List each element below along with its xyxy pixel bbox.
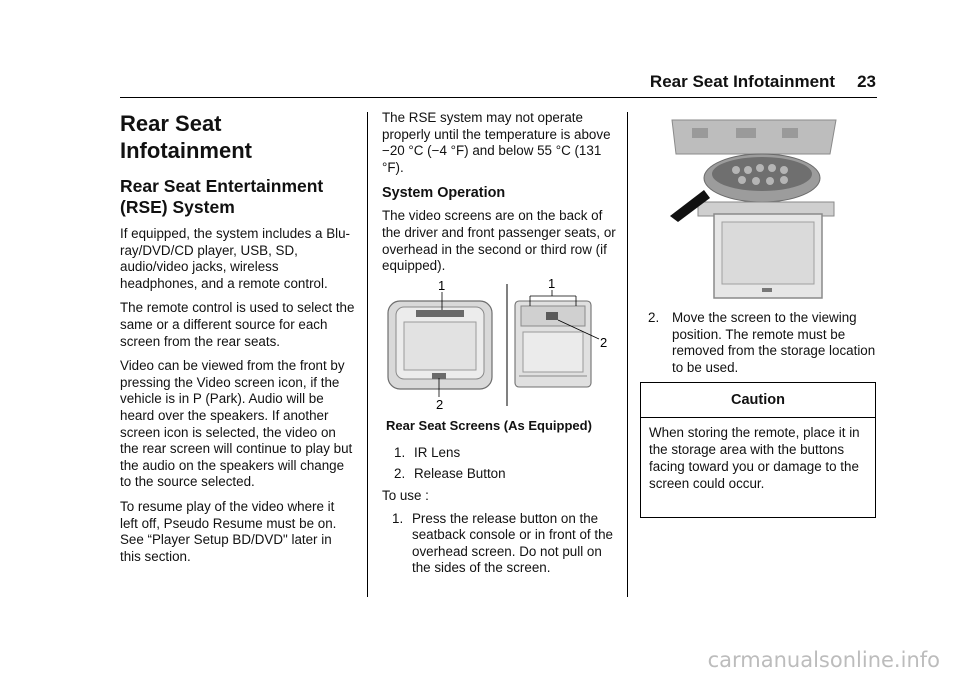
instructions [382,488,618,581]
callout-1: 1 [438,278,446,293]
paragraph: If equipped, the system includes a Blu-ray/DVD/CD player, USB, SD, audio/video jacks, wireless headphones, and a remote control. [120,226,351,291]
caution-title: Caution [641,383,875,418]
dvd-console [704,154,820,202]
subsection-heading: System Operation [382,185,506,202]
paragraph: The RSE system may not operate properly until the temperature is above −20 °C (−4 °F) and below 55 °C (131 °F). [382,110,611,175]
watermark: carmanualsonline.info [707,648,940,672]
to-use-label: To use : [382,488,429,503]
callout-2: 2 [600,335,608,350]
step-item: 2. Move the screen to the viewing position. The remote must be removed from the storage location to be used. [648,310,876,375]
callout-1: 1 [548,276,556,291]
legend-item: 1. IR Lens [394,445,461,460]
seatback-screen-illustration [388,301,492,389]
paragraph: The remote control is used to select the same or a different source for each screen from the rear seats. [120,300,355,349]
section-heading: Rear Seat Entertainment (RSE) System [120,176,324,217]
header-rule [120,97,877,98]
legend [394,445,614,486]
caution-box [640,382,876,518]
callout-2: 2 [436,397,444,412]
paragraph: The video screens are on the back of the driver and front passenger seats, or overhead in the second or third row (if equipped). [382,208,616,274]
rear-seat-screens-figure [380,276,620,414]
overhead-screen-photo [664,118,840,302]
paragraph: Video can be viewed from the front by pressing the Video screen icon, if the vehicle is in P (Park). Audio will be heard over the speakers. If another screen icon is selected, the video on the rear screen will continue to play but the audio on the speakers will change to the source selected. [120,358,353,490]
overhead-screen-illustration [515,301,591,387]
column-divider-right [627,112,628,597]
right-column [648,310,876,380]
page-title: Rear Seat Infotainment [120,111,252,163]
step-item: 1. Press the release button on the seatback console or in front of the overhead screen. Do not pull on the sides of the screen. [392,510,613,576]
figure-caption: Rear Seat Screens (As Equipped) [386,418,592,433]
page-header [620,72,876,92]
section-title: Rear Seat Infotainment [649,72,836,91]
caution-text: When storing the remote, place it in the storage area with the buttons facing toward you or damage to the screen could occur. [649,425,860,491]
paragraph: To resume play of the video where it left off, Pseudo Resume must be on. See “Player Setup BD/DVD" later in this section. [120,498,337,564]
column-divider-left [367,112,368,597]
page-number: 23 [857,72,876,91]
middle-column [382,110,618,283]
left-column [120,110,355,573]
legend-item: 2. Release Button [394,465,506,481]
